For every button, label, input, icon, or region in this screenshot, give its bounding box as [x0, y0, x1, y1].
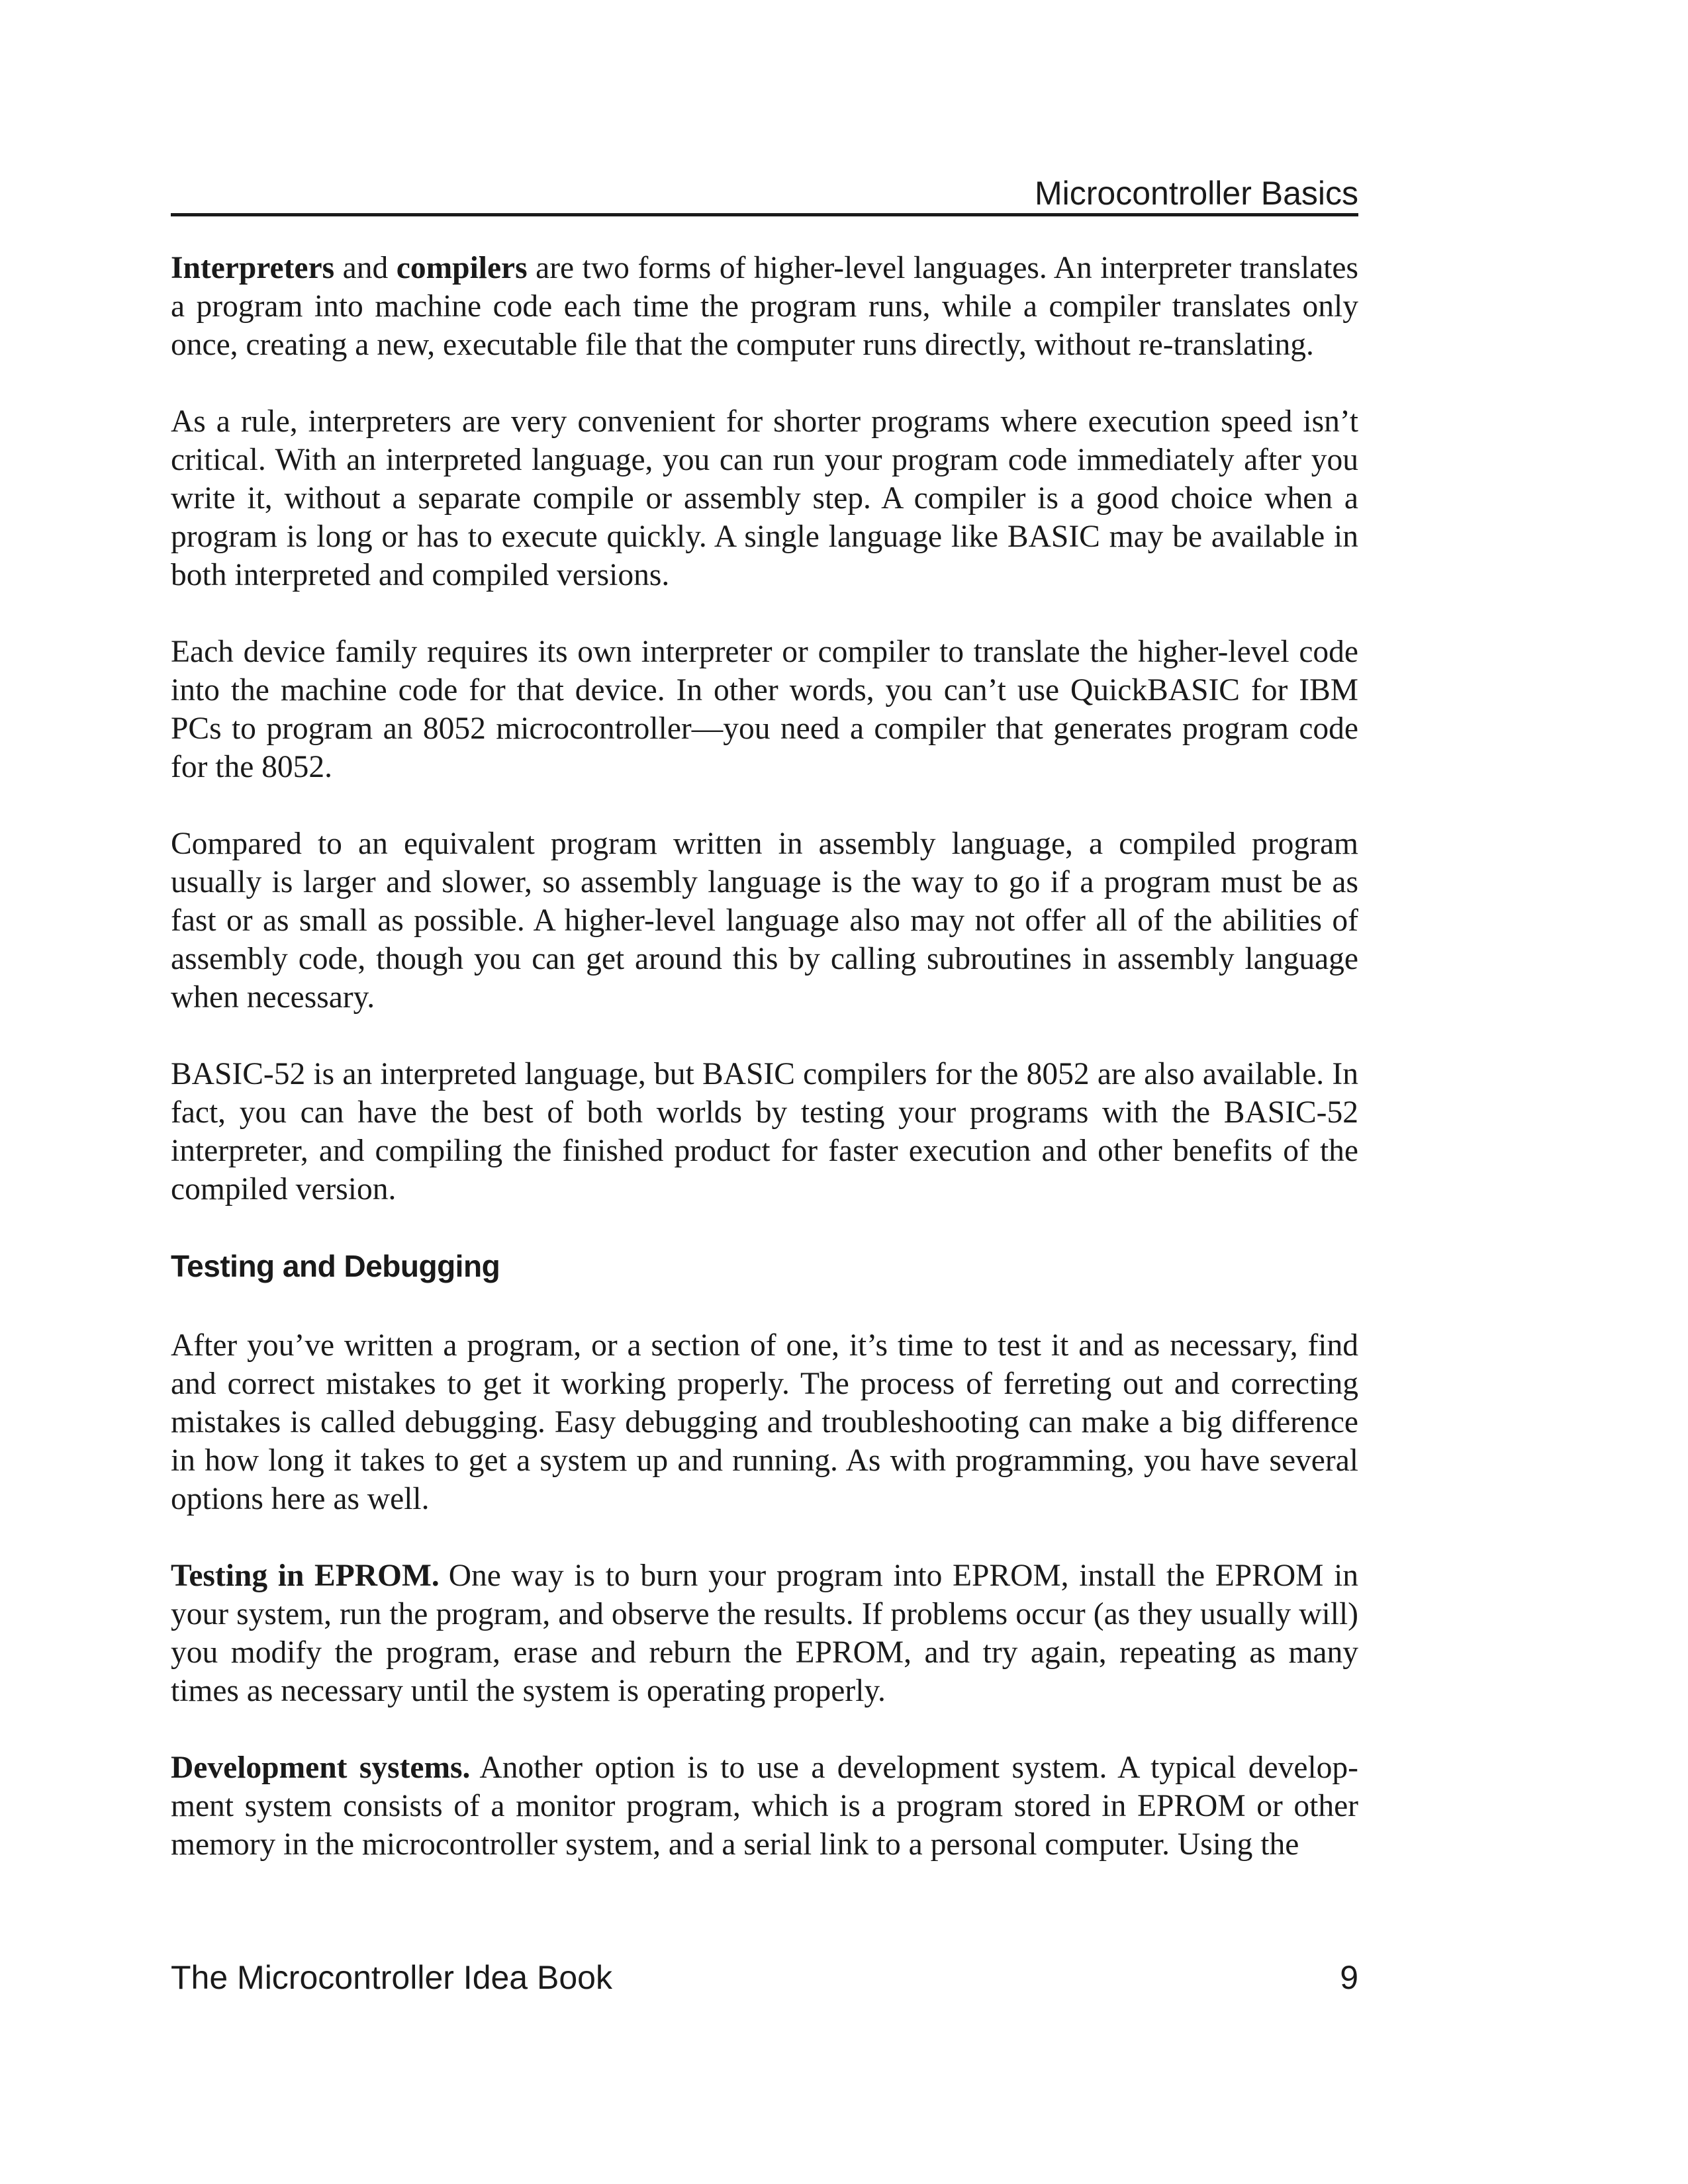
paragraph-testing-in-eprom [171, 1557, 1358, 1710]
paragraph-device-family: Each device family requires its own interpreter or compiler to translate the higher-level code into the machine code for that device. In other words, you can’t use QuickBASIC for IBM PCs to program an 8052 microcontroller—you need a compiler that generates program code for the 8052. [171, 635, 1358, 784]
paragraph-development-systems [171, 1749, 1358, 1864]
paragraph-text: Another option is to use a development system. A typical development system consists of a monitor program, which is a program stored in EPROM or other memory in the microcontroller system, and a serial link to a personal computer. Using the [171, 1751, 1358, 1862]
paragraph-interpreters-convenience: As a rule, interpreters are very convenient for shorter programs where execution speed isn’t critical. With an interpreted language, you can run your program code immediately after you write it, without a separate compile or assembly step. A compiler is a good choice when a program is long or has to execute quickly. A single language like BASIC may be available in both interpreted and compiled versions. [171, 404, 1358, 592]
conjunction-text: and [334, 251, 397, 285]
paragraph-assembly-comparison: Compared to an equivalent program written in assembly language, a compiled program usually is larger and slower, so assembly language is the way to go if a program must be as fast or as small as possible. A higher-level language also may not offer all of the abilities of assembly code, though you can get around this by calling subroutines in assembly language when necessary. [171, 827, 1358, 1015]
term-compilers: compilers [396, 251, 528, 285]
paragraph-text: are two forms of higher-level languages. An interpreter translates a program into machine code each time the program runs, while a compiler translates only once, creating a new, executable file that the computer runs directly, without re-translating. [171, 251, 1358, 362]
paragraph-debugging-intro: After you’ve written a program, or a section of one, it’s time to test it and as necessary, find and correct mistakes to get it working properly. The process of ferreting out and correcting mistakes is called debugging. Easy debugging and troubleshooting can make a big difference in how long it takes to get a system up and running. As with programming, you have several options here as well. [171, 1328, 1358, 1516]
term-interpreters: Interpreters [171, 251, 335, 285]
paragraph-text: One way is to burn your program into EPROM, install the EPROM in your system, run the program, and observe the results. If problems occur (as they usually will) you modify the program, erase and reburn the EPROM, and try again, repeating as many times as necessary until the system is operating properly. [171, 1559, 1359, 1708]
section-heading-testing-debugging: Testing and Debugging [171, 1249, 500, 1283]
paragraph-interpreters-compilers [171, 249, 1358, 364]
footer-book-title: The Microcontroller Idea Book [171, 1959, 612, 1996]
paragraph-basic52: BASIC-52 is an interpreted language, but BASIC compilers for the 8052 are also available. In fact, you can have the best of both worlds by testing your programs with the BASIC-52 interpreter, and compiling the finished product for faster execution and other benefits of the compiled version. [171, 1057, 1358, 1206]
runin-heading-development-systems: Development systems. [171, 1751, 471, 1785]
page-body [171, 249, 1358, 1864]
running-header: Microcontroller Basics [1034, 175, 1358, 212]
header-rule [171, 213, 1358, 216]
runin-heading-testing-in-eprom: Testing in EPROM. [171, 1559, 440, 1593]
page-number: 9 [1340, 1959, 1358, 1996]
